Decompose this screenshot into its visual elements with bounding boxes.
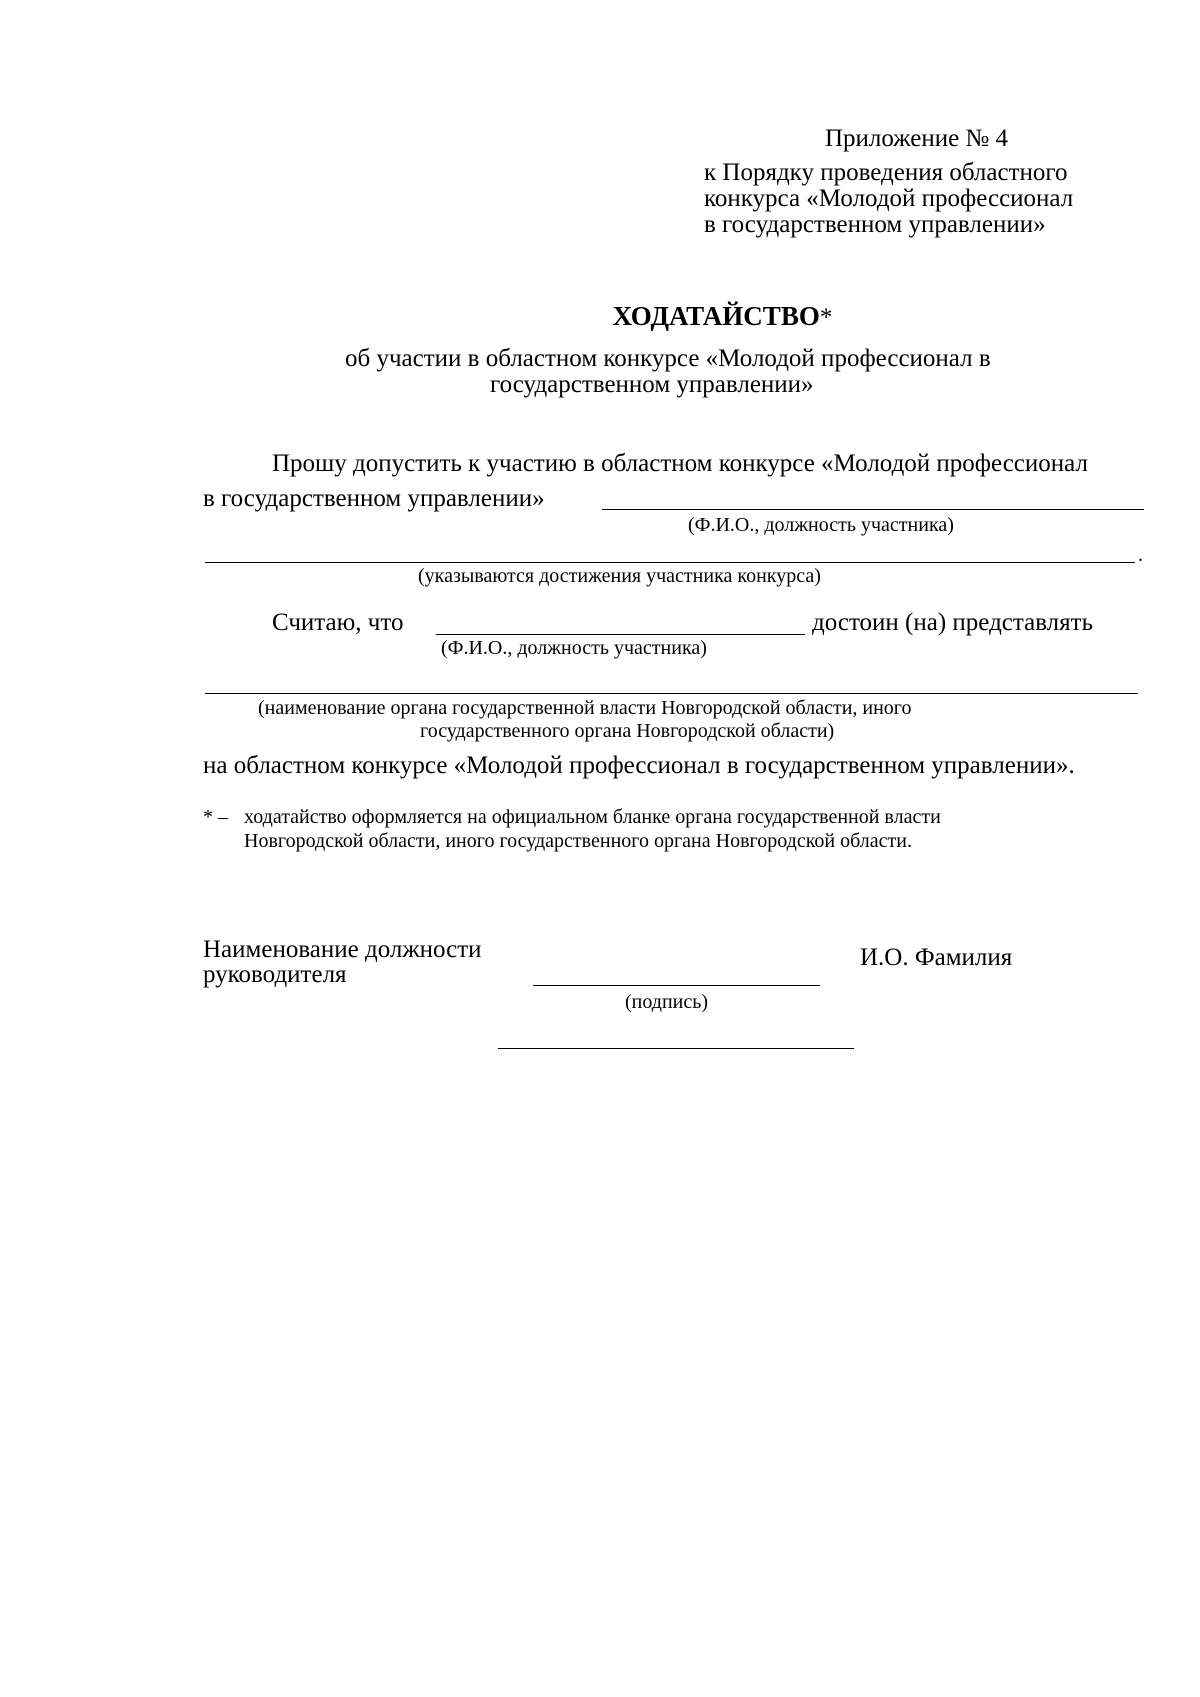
request-line-1: Прошу допустить к участию в областном конкурсе «Молодой профессионал bbox=[272, 450, 1088, 477]
hint-fio-1: (Ф.И.О., должность участника) bbox=[688, 514, 954, 536]
hint-org-line-2: государственного органа Новгородской области) bbox=[420, 720, 835, 742]
title-asterisk: * bbox=[819, 304, 833, 331]
appendix-ref-line-1: к Порядку проведения областного bbox=[704, 159, 1068, 186]
footnote-line-1: ходатайство оформляется на официальном бланке органа государственной власти bbox=[244, 806, 941, 828]
document-title bbox=[0, 301, 1200, 331]
hint-signature: (подпись) bbox=[625, 991, 709, 1013]
participant-fio-blank-2 bbox=[436, 634, 805, 635]
request-line-2: в государственном управлении» bbox=[203, 485, 545, 512]
appendix-number: Приложение № 4 bbox=[825, 125, 1009, 152]
organization-blank bbox=[205, 693, 1138, 694]
appendix-reference bbox=[704, 160, 1073, 238]
achievements-line-end: . bbox=[1138, 544, 1143, 566]
signature-blank bbox=[533, 985, 820, 986]
hint-achievements: (указываются достижения участника конкурса) bbox=[418, 565, 821, 587]
appendix-ref-line-2: конкурса «Молодой профессионал bbox=[704, 185, 1074, 212]
consider-prefix: Считаю, что bbox=[272, 609, 404, 636]
consider-suffix: достоин (на) представлять bbox=[812, 609, 1093, 636]
achievements-blank bbox=[205, 562, 1135, 563]
hint-org-line-1: (наименование органа государственной власти Новгородской области, иного bbox=[258, 697, 912, 719]
final-line: на областном конкурсе «Молодой профессионал в государственном управлении». bbox=[203, 752, 1075, 779]
title-sub-line-1: об участии в областном конкурсе «Молодой профессионал в bbox=[345, 345, 991, 372]
bottom-rule bbox=[498, 1048, 854, 1049]
signer-position-line-2: руководителя bbox=[203, 961, 347, 988]
title-sub-line-2: государственном управлении» bbox=[490, 371, 814, 398]
participant-fio-blank-1 bbox=[602, 509, 1144, 510]
footnote-mark: * – bbox=[203, 806, 228, 828]
appendix-ref-line-3: в государственном управлении» bbox=[704, 211, 1046, 238]
footnote-line-2: Новгородской области, иного государственного органа Новгородской области. bbox=[244, 830, 912, 852]
document-title-text: ХОДАТАЙСТВО bbox=[612, 301, 820, 331]
signer-name: И.О. Фамилия bbox=[860, 944, 1013, 971]
signer-position-line-1: Наименование должности bbox=[203, 936, 482, 963]
hint-fio-2: (Ф.И.О., должность участника) bbox=[441, 637, 707, 659]
